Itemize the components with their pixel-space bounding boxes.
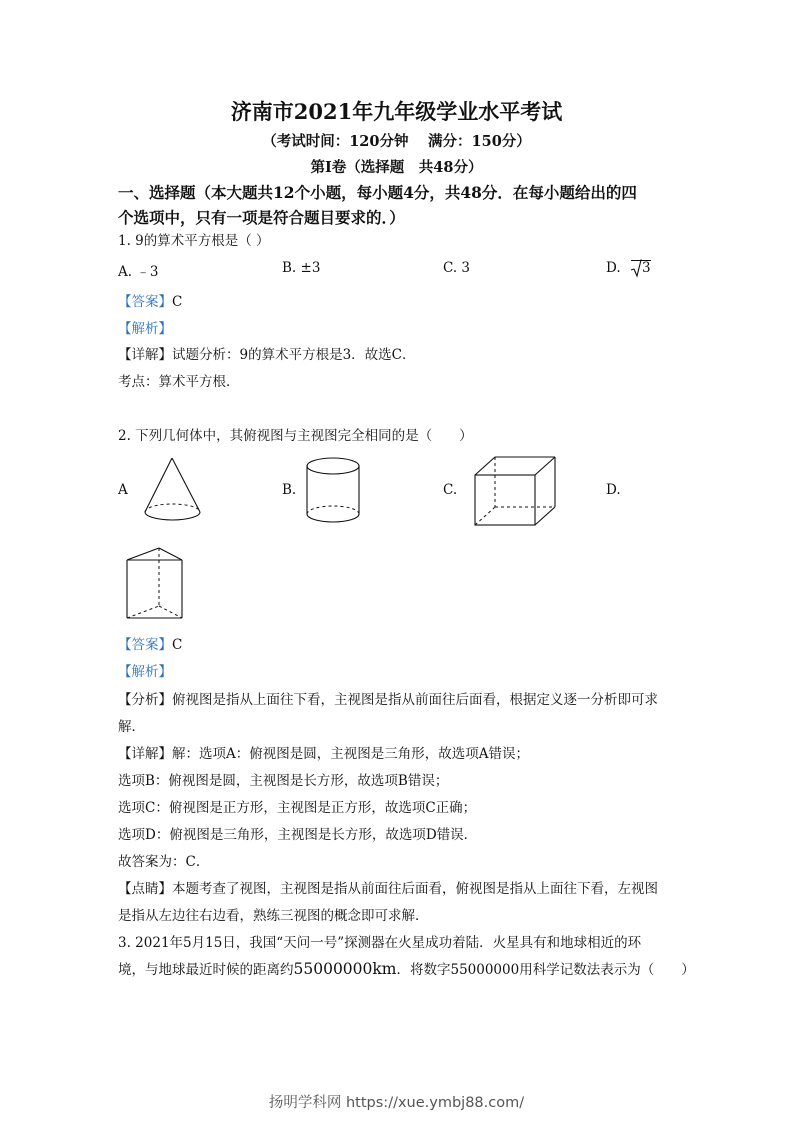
q2-analyze-line1 — [118, 688, 658, 708]
q2-conclusion: 故答案为：C． — [118, 854, 210, 870]
q1-point: 考点：算术平方根． — [118, 374, 240, 390]
detail-text: 解：选项A：俯视图是圆，主视图是三角形，故选项A错误； — [172, 746, 529, 762]
comment-text: 本题考查了视图，主视图是指从前面往后面看，俯视图是指从上面往下看，左视图 — [172, 881, 658, 897]
footer-watermark: 扬明学科网 https://xue.ymbj88.com/ — [268, 1095, 525, 1111]
q2-answer — [118, 633, 182, 653]
q1-detail — [118, 343, 416, 363]
cone-figure-icon — [140, 456, 204, 526]
triangular-prism-figure-icon — [124, 546, 186, 622]
answer-value: C — [172, 637, 183, 653]
q1-option-a: A. ﹣3 — [118, 264, 159, 280]
q3-stem-line2 — [118, 958, 695, 978]
comment-label: 【点睛】 — [118, 881, 172, 897]
radical-sign-icon — [631, 260, 642, 277]
answer-value: C — [172, 294, 183, 310]
page-title: 济南市2021年九年级学业水平考试 — [230, 99, 563, 124]
q2-option-d-label: D. — [606, 482, 621, 498]
q2-comment-line2: 是指从左边往右边看，熟练三视图的概念即可求解． — [118, 908, 429, 924]
q2-detail-line3: 选项C：俯视图是正方形，主视图是正方形，故选项C正确； — [118, 800, 477, 816]
q3-distance: 55000000km — [293, 960, 397, 978]
cylinder-figure-icon — [305, 456, 365, 526]
q1-analysis: 【解析】 — [118, 321, 172, 337]
q2-detail-line1 — [118, 742, 529, 762]
q2-option-c-label: C. — [443, 482, 458, 498]
analyze-label: 【分析】 — [118, 692, 172, 708]
q3-text-a: 境，与地球最近时候的距离约 — [118, 962, 294, 978]
section-heading-line2: 个选项中，只有一项是符合题目要求的．） — [118, 208, 405, 227]
detail-label: 【详解】 — [118, 347, 172, 363]
q3-text-c: ．将数字55000000用科学记数法表示为（ ） — [396, 962, 695, 978]
section-heading-line1: 一、选择题（本大题共12个小题，每小题4分，共48分．在每小题给出的四 — [118, 183, 637, 202]
analyze-text: 俯视图是指从上面往下看，主视图是指从前面往后面看，根据定义逐一分析即可求 — [172, 692, 658, 708]
q2-option-a-label: A — [118, 482, 128, 498]
volume-heading: 第Ⅰ卷（选择题 共48分） — [310, 159, 483, 176]
q1-answer — [118, 290, 182, 310]
exam-info: （考试时间：120分钟 满分：150分） — [262, 133, 531, 150]
q2-detail-line4: 选项D：俯视图是三角形，主视图是长方形，故选项D错误． — [118, 827, 478, 843]
answer-label: 【答案】 — [118, 294, 172, 310]
q2-analyze-line2: 解． — [118, 719, 145, 735]
q2-comment-line1 — [118, 877, 658, 897]
detail-label: 【详解】 — [118, 746, 172, 762]
q1-option-d-label: D. — [606, 260, 621, 276]
q2-stem: 2. 下列几何体中，其俯视图与主视图完全相同的是（ ） — [118, 428, 473, 444]
q1-option-d — [606, 260, 651, 276]
q1-option-b: B. ±3 — [282, 260, 321, 276]
q2-detail-line2: 选项B：俯视图是圆，主视图是长方形，故选项B错误； — [118, 773, 449, 789]
q1-option-d-radicand: 3 — [641, 260, 651, 276]
detail-text: 试题分析：9的算术平方根是3．故选C． — [172, 347, 416, 363]
q2-option-b-label: B. — [282, 482, 297, 498]
sqrt-symbol — [631, 260, 651, 276]
q1-stem: 1. 9的算术平方根是（ ） — [118, 233, 270, 249]
q3-stem-line1: 3. 2021年5月15日，我国“天问一号”探测器在火星成功着陆．火星具有和地球相近的环 — [118, 935, 642, 951]
answer-label: 【答案】 — [118, 637, 172, 653]
q1-option-c: C. 3 — [443, 260, 471, 276]
q2-analysis: 【解析】 — [118, 664, 172, 680]
cube-figure-icon — [473, 455, 557, 527]
